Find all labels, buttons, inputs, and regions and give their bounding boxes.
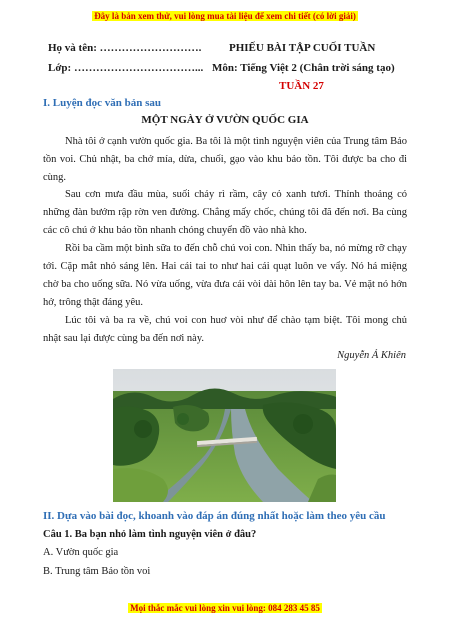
story-title: MỘT NGÀY Ở VƯỜN QUỐC GIA — [141, 114, 309, 126]
section-1-heading: I. Luyện đọc văn bản sau — [43, 97, 161, 109]
worksheet-title: PHIẾU BÀI TẬP CUỐI TUẦN — [229, 42, 376, 54]
question-1: Câu 1. Ba bạn nhỏ làm tình nguyện viên ở đâu? — [43, 529, 257, 540]
contact-banner — [0, 603, 450, 613]
week-label: TUẦN 27 — [279, 80, 324, 92]
class-field: Lớp: ……………………………... — [48, 62, 204, 74]
answer-option-b[interactable]: B. Trung tâm Bảo tồn voi — [43, 566, 151, 577]
paragraph-3: Rồi ba cầm một bình sữa to đến chỗ chú voi con. Nhìn thấy ba, nó mừng rỡ chạy tới. Cặp mắt nhỏ sáng lên. Hai cái tai to như hai cái quạt luôn ve vẩy. Nó há miệng chờ ba cho uống sữa. Nó vừa uống, vừa đưa cái vòi dài hôn lên tay ba. Vẻ mặt nó hớn hở, trông thật đáng yêu. — [43, 243, 407, 308]
paragraph-4: Lúc tôi và ba ra về, chú voi con huơ vòi như để chào tạm biệt. Tôi mong chủ nhật sau lại được cùng ba đến nơi này. — [43, 315, 407, 344]
name-field: Họ và tên: ………………………. — [48, 42, 202, 54]
subject-label: Môn: Tiếng Việt 2 (Chân trời sáng tạo) — [212, 62, 395, 74]
section-2-heading: II. Dựa vào bài đọc, khoanh vào đáp án đúng nhất hoặc làm theo yêu cầu — [43, 510, 386, 522]
national-park-photo — [113, 369, 336, 502]
answer-option-a[interactable]: A. Vườn quốc gia — [43, 547, 119, 558]
paragraph-2: Sau cơn mưa đầu mùa, suối chảy rì rầm, cây cỏ xanh tươi. Thỉnh thoảng có những đàn bướm rập rờn ven đường. Chẳng mấy chốc, chúng tôi đã đến nơi. Ba cùng các cô chú ở khu bảo tồn nhanh chóng chuyển đồ vào nhà kho. — [43, 189, 407, 236]
paragraph-1: Nhà tôi ở cạnh vườn quốc gia. Ba tôi là một tình nguyện viên của Trung tâm Bảo tồn voi. Chủ nhật, ba chở mía, dừa, chuối, gạo vào khu bảo tồn. Tôi được ba cho đi cùng. — [43, 136, 407, 183]
contact-banner-text: Mọi thắc mắc vui lòng xin vui lòng: 084 283 45 85 — [130, 603, 320, 613]
author-name: Nguyễn Ả Khiên — [337, 350, 406, 361]
preview-banner — [0, 11, 450, 21]
preview-banner-text: Đây là bản xem thử, vui lòng mua tài liệu để xem chi tiết (có lời giải) — [94, 11, 356, 21]
